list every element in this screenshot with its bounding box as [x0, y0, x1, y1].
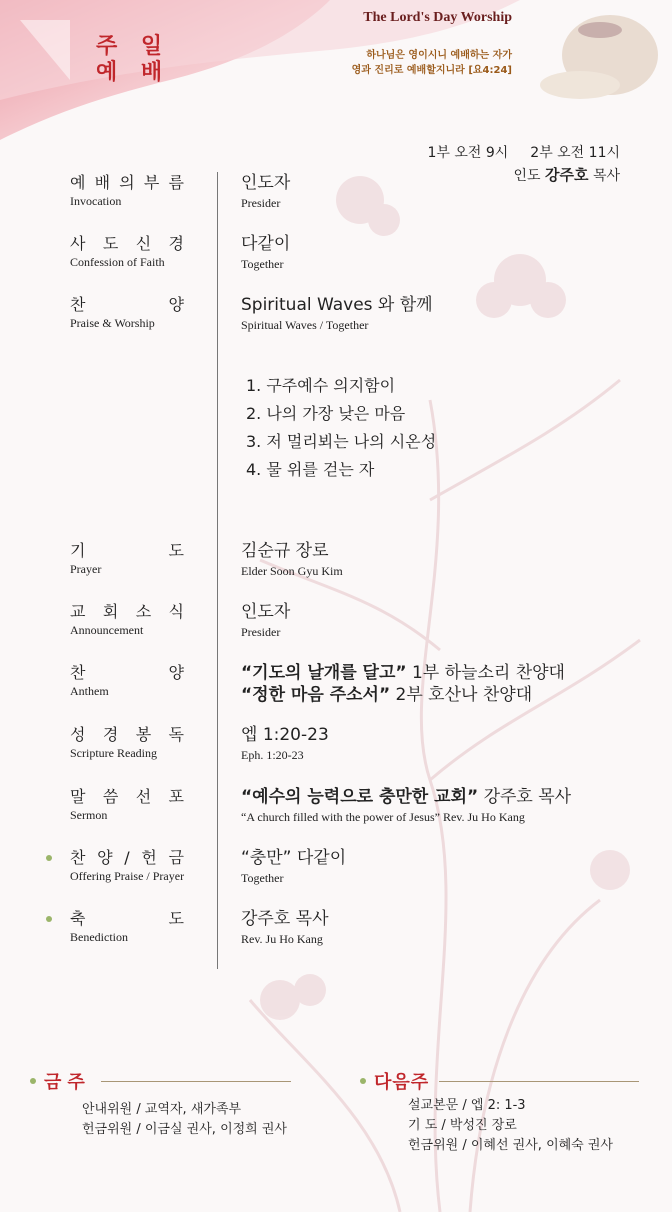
item-label-ko [70, 908, 184, 930]
song-item: 4. 물 위를 걷는 자 [246, 460, 375, 479]
item-subtext: “A church filled with the power of Jesus” Rev. Ju Ho Kang [241, 810, 525, 824]
next-week-line: 설교본문 / 엡 2: 1-3 [408, 1098, 526, 1113]
bullet-dot [46, 855, 52, 861]
label-char: 찬 [70, 663, 86, 682]
label-char: 양 [168, 663, 184, 682]
item-value: 김순규 장로 [241, 541, 329, 561]
item-label-en: Benediction [70, 930, 128, 944]
leader-prefix: 인도 [513, 168, 541, 184]
label-char: 선 [135, 787, 152, 806]
item-value: 인도자 [241, 173, 291, 193]
item-value-title: “예수의 능력으로 충만한 교회” [241, 787, 479, 807]
item-subtext: Elder Soon Gyu Kim [241, 564, 343, 578]
item-subtext: Together [241, 871, 284, 885]
item-label-en: Prayer [70, 562, 102, 576]
english-title: The Lord's Day Worship [363, 10, 512, 25]
label-char: 도 [168, 541, 184, 560]
item-value: 다같이 [241, 234, 291, 254]
this-week-line: 안내위원 / 교역자, 새가족부 [82, 1102, 242, 1117]
item-label-en: Announcement [70, 623, 144, 637]
item-value-detail: 2부 호산나 찬양대 [390, 685, 533, 705]
item-value [241, 786, 571, 808]
item-value: Spiritual Waves 와 함께 [241, 295, 433, 315]
item-value: 강주호 목사 [241, 909, 329, 929]
song-item: 1. 구주예수 의지함이 [246, 376, 396, 395]
label-char: 신 [135, 234, 152, 253]
praise-song-list [246, 372, 436, 484]
label-char: 경 [102, 725, 119, 744]
item-value: “충만” 다같이 [241, 848, 347, 868]
label-char: 봉 [135, 725, 152, 744]
item-value-title: “정한 마음 주소서” [241, 685, 391, 705]
item-value-title: “기도의 날개를 달고” [241, 663, 407, 683]
label-char: 찬 [70, 295, 86, 314]
this-week-header [30, 1068, 291, 1094]
label-char: 도 [168, 909, 184, 928]
item-subtext: Presider [241, 196, 281, 210]
song-item: 2. 나의 가장 낮은 마음 [246, 404, 406, 423]
scripture-verse [272, 48, 512, 78]
item-subtext: Rev. Ju Ho Kang [241, 932, 323, 946]
item-label-ko [70, 786, 184, 808]
label-char: 축 [70, 909, 86, 928]
label-char: 의 [119, 173, 135, 192]
label-char: 포 [168, 787, 184, 806]
item-subtext: Eph. 1:20-23 [241, 748, 304, 762]
service-times [427, 142, 620, 187]
label-char: 찬 [70, 848, 86, 867]
section-rule [439, 1081, 639, 1082]
next-week-line: 기 도 / 박성진 장로 [408, 1118, 517, 1133]
label-char: 식 [168, 602, 184, 621]
label-char: 양 [97, 848, 113, 867]
label-char: / [124, 848, 130, 867]
next-week-title: 다음주 [374, 1072, 430, 1093]
second-service-time: 2부 오전 11시 [530, 145, 620, 161]
item-label-ko [70, 172, 184, 194]
label-char: 독 [168, 725, 184, 744]
order-divider [217, 172, 218, 969]
label-char: 회 [102, 602, 119, 621]
item-label-ko [70, 847, 184, 869]
bullet-dot [360, 1078, 366, 1084]
item-label-en: Invocation [70, 194, 122, 208]
item-value: 인도자 [241, 602, 291, 622]
item-label-ko [70, 662, 184, 684]
bullet-dot [46, 916, 52, 922]
label-char: 경 [168, 234, 184, 253]
item-subtext: Together [241, 257, 284, 271]
next-week-list [408, 1096, 613, 1156]
item-label-ko [70, 540, 184, 562]
label-char: 예 [70, 173, 86, 192]
label-char: 기 [70, 541, 86, 560]
item-label-ko [70, 233, 184, 255]
label-char: 부 [143, 173, 160, 192]
this-week-title: 금주 [44, 1072, 91, 1093]
verse-line2: 영과 진리로 예배할지니라 [요4:24] [351, 65, 512, 76]
first-service-time: 1부 오전 9시 [427, 145, 509, 161]
label-char: 양 [168, 295, 184, 314]
verse-line1: 하나님은 영이시니 예배하는 자가 [366, 50, 512, 61]
page-title-line2: 예 배 [96, 60, 171, 85]
item-value [241, 662, 565, 706]
item-label-ko [70, 601, 184, 623]
item-subtext: Spiritual Waves / Together [241, 318, 369, 332]
label-char: 사 [70, 234, 86, 253]
this-week-list [82, 1100, 287, 1140]
section-rule [101, 1081, 291, 1082]
page-title [96, 34, 170, 86]
item-label-en: Offering Praise / Prayer [70, 869, 185, 883]
this-week-line: 헌금위원 / 이금실 권사, 이정희 권사 [82, 1122, 287, 1137]
item-label-en: Anthem [70, 684, 109, 698]
item-label-ko [70, 294, 184, 316]
song-item: 3. 저 멀리뵈는 나의 시온성 [246, 432, 437, 451]
item-label-ko [70, 724, 184, 746]
label-char: 헌 [141, 848, 157, 867]
label-char: 금 [168, 848, 184, 867]
item-label-en: Sermon [70, 808, 108, 822]
next-week-line: 헌금위원 / 이혜선 권사, 이혜숙 권사 [408, 1138, 613, 1153]
label-char: 배 [94, 173, 111, 192]
bullet-dot [30, 1078, 36, 1084]
item-value-detail: 1부 하늘소리 찬양대 [406, 663, 565, 683]
label-char: 도 [102, 234, 119, 253]
item-label-en: Scripture Reading [70, 746, 157, 760]
item-value: 엡 1:20-23 [241, 725, 329, 745]
item-value-detail: 강주호 목사 [478, 787, 572, 807]
label-char: 름 [168, 173, 184, 192]
page-title-line1: 주 일 [96, 34, 171, 59]
leader-title: 목사 [592, 168, 620, 184]
item-subtext: Presider [241, 625, 281, 639]
item-label-en: Confession of Faith [70, 255, 165, 269]
label-char: 씀 [102, 787, 119, 806]
item-label-en: Praise & Worship [70, 316, 155, 330]
label-char: 소 [135, 602, 152, 621]
label-char: 성 [70, 725, 86, 744]
leader-name: 강주호 [545, 166, 589, 184]
next-week-header [360, 1068, 639, 1094]
label-char: 교 [70, 602, 86, 621]
label-char: 말 [70, 787, 86, 806]
